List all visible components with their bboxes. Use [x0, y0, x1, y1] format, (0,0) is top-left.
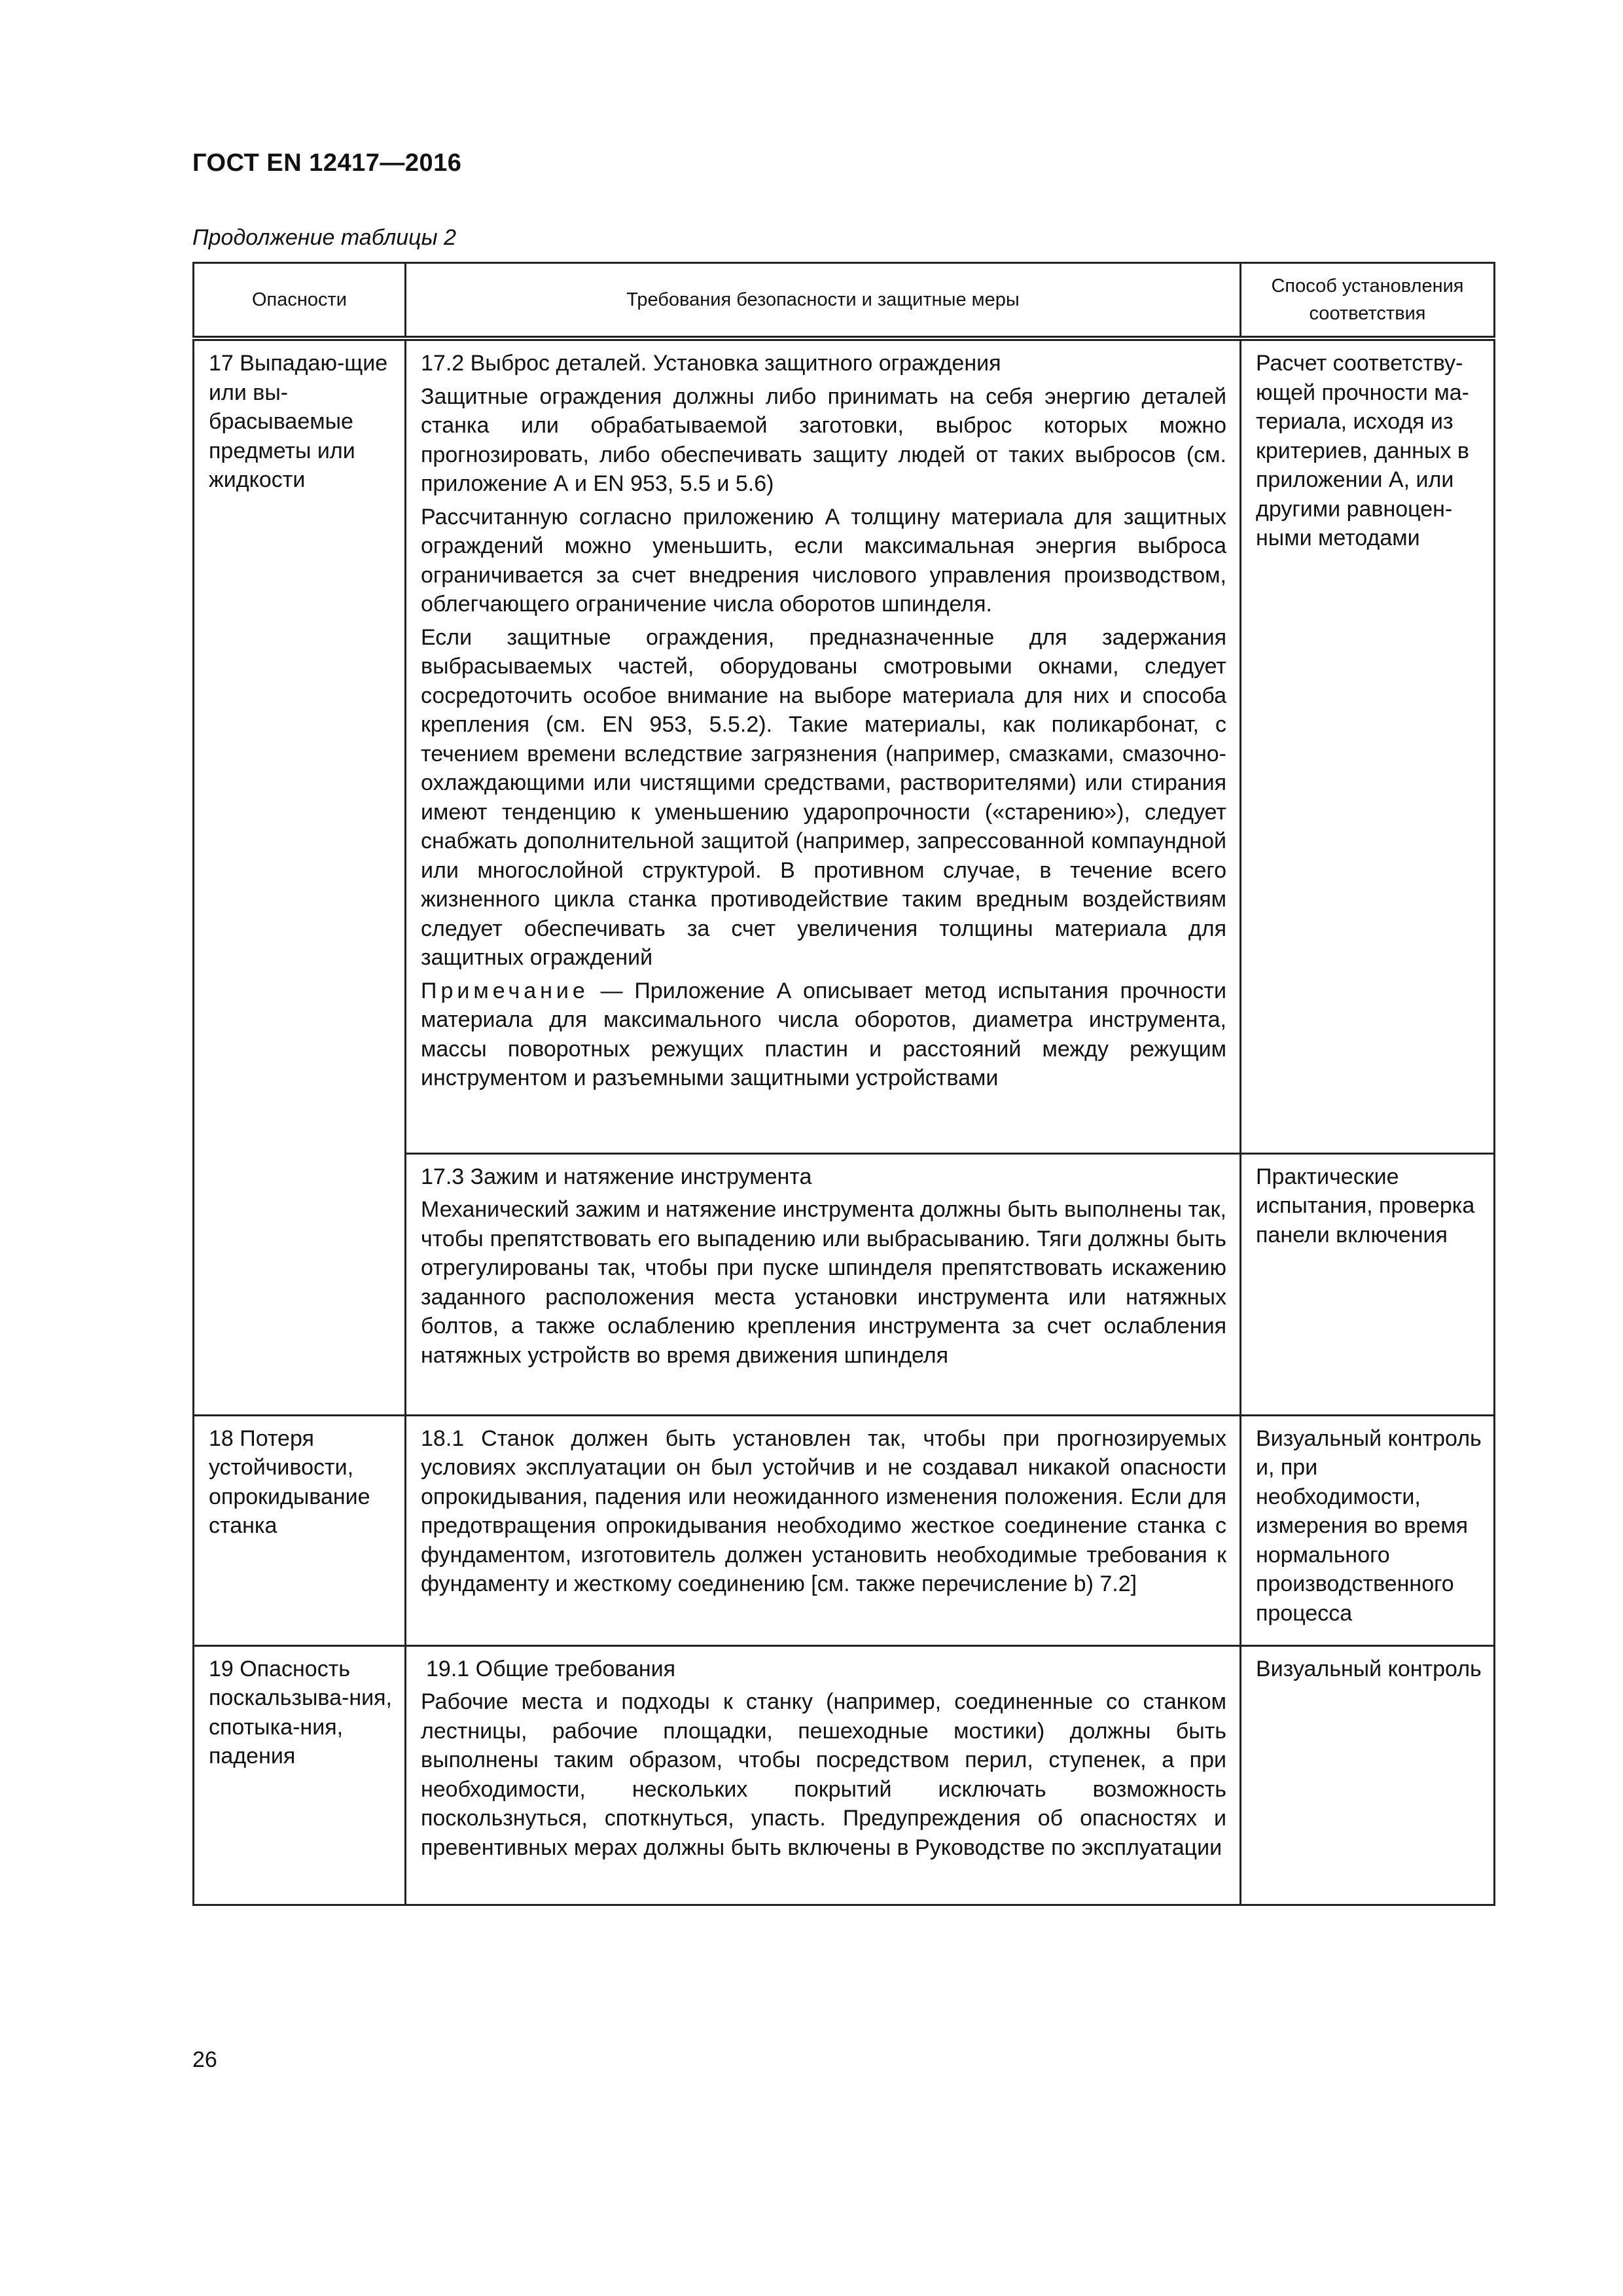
- document-header: ГОСТ EN 12417—2016: [192, 149, 462, 177]
- hazard-cell: [194, 1153, 406, 1415]
- hazard-cell: [194, 338, 406, 1153]
- requirement-title: 19.1 Общие требования: [426, 1656, 676, 1681]
- column-header-verification: Способ установления соответствия: [1241, 263, 1495, 339]
- hazard-text: 18 Потеря устойчивости, опрокидывание станка: [209, 1426, 370, 1538]
- table-row: [194, 1645, 1495, 1905]
- hazard-cell: [194, 1645, 406, 1905]
- table-row: [194, 338, 1495, 1153]
- requirement-cell: [406, 1415, 1241, 1645]
- page-number: 26: [192, 2047, 217, 2072]
- hazard-text: 17 Выпадаю-щие или вы-брасываемые предметы или жидкости: [209, 351, 388, 492]
- requirement-cell: [406, 1645, 1241, 1905]
- table-row: [194, 1153, 1495, 1415]
- verification-cell: [1241, 1645, 1495, 1905]
- table-row: [194, 1415, 1495, 1645]
- requirement-note: [421, 977, 1226, 1093]
- verification-text: Визуальный контроль и, при необходимости, измерения во время нормального производственного процесса: [1256, 1426, 1482, 1626]
- verification-text: Расчет соответству-ющей прочности ма-териала, исходя из критериев, данных в приложении А, или другими равноцен-ными методами: [1256, 351, 1469, 550]
- requirement-title: 17.3 Зажим и натяжение инструмента: [421, 1164, 812, 1189]
- column-header-requirements: Требования безопасности и защитные меры: [406, 263, 1241, 339]
- requirement-title: 17.2 Выброс деталей. Установка защитного ограждения: [421, 351, 1001, 376]
- requirement-paragraph: Защитные ограждения должны либо принимать на себя энергию деталей станка или обрабатываемой заготовки, выброс которых можно прогнозировать, либо обеспечивать защиту людей от таких выбросов (см. приложение А и EN 953, 5.5 и 5.6): [421, 384, 1226, 496]
- hazard-cell: [194, 1415, 406, 1645]
- verification-cell: [1241, 338, 1495, 1153]
- hazard-text: 19 Опасность поскальзыва-ния, спотыка-ния, падения: [209, 1656, 392, 1768]
- verification-cell: [1241, 1415, 1495, 1645]
- requirement-paragraph: Механический зажим и натяжение инструмента должны быть выполнены так, чтобы препятствовать его выпадению или выбрасыванию. Тяги должны быть отрегулированы так, чтобы при пуске шпинделя препятствовать искажению заданного расположения места установки инструмента или натяжных болтов, а также ослаблению крепления инструмента за счет ослабления натяжных устройств во время движения шпинделя: [421, 1197, 1226, 1368]
- requirement-paragraph: Рассчитанную согласно приложению А толщину материала для защитных ограждений можно уменьшить, если максимальная энергия выброса ограничивается за счет внедрения числового управления производством, облегчающего ограничение числа оборотов шпинделя.: [421, 504, 1226, 617]
- requirements-table: [192, 262, 1495, 1906]
- verification-cell: [1241, 1153, 1495, 1415]
- column-header-hazards: Опасности: [194, 263, 406, 339]
- table-caption: Продолжение таблицы 2: [192, 225, 456, 250]
- note-label: Примечание: [421, 978, 589, 1003]
- requirement-cell: [406, 1153, 1241, 1415]
- verification-text: Визуальный контроль: [1256, 1656, 1482, 1681]
- requirement-paragraph: 18.1 Станок должен быть установлен так, чтобы при прогнозируемых условиях эксплуатации он был устойчив и не создавал никакой опасности опрокидывания, падения или неожиданного изменения положения. Если для предотвращения опрокидывания необходимо жесткое соединение станка с фундаментом, изготовитель должен установить необходимые требования к фундаменту и жесткому соединению [см. также перечисление b) 7.2]: [421, 1426, 1226, 1596]
- requirement-paragraph: Рабочие места и подходы к станку (например, соединенные со станком лестницы, рабочие площадки, пешеходные мостики) должны быть выполнены таким образом, чтобы посредством перил, ступенек, а при необходимости, нескольких покрытий исключать возможность поскользнуться, споткнуться, упасть. Предупреждения об опасностях и превентивных мерах должны быть включены в Руководстве по эксплуатации: [421, 1689, 1226, 1860]
- note-text: — Приложение А описывает метод испытания прочности материала для максимального числа оборотов, диаметра инструмента, массы поворотных режущих пластин и расстояний между режущим инструментом и разъемными защитными устройствами: [421, 978, 1226, 1090]
- requirement-cell: [406, 338, 1241, 1153]
- table-header-row: [194, 263, 1495, 339]
- verification-text: Практические испытания, проверка панели включения: [1256, 1164, 1475, 1247]
- requirement-paragraph: Если защитные ограждения, предназначенные для задержания выбрасываемых частей, оборудованы смотровыми окнами, следует сосредоточить особое внимание на выборе материала для них и способа крепления (см. EN 953, 5.5.2). Такие материалы, как поликарбонат, с течением времени вследствие загрязнения (например, смазками, смазочно-охлаждающими или чистящими средствами, растворителями) или стирания имеют тенденцию к уменьшению ударопрочности («старению»), следует снабжать дополнительной защитой (например, запрессованной компаундной или многослойной структурой. В противном случае, в течение всего жизненного цикла станка противодействие таким вредным воздействиям следует обеспечивать за счет увеличения толщины материала для защитных ограждений: [421, 624, 1226, 970]
